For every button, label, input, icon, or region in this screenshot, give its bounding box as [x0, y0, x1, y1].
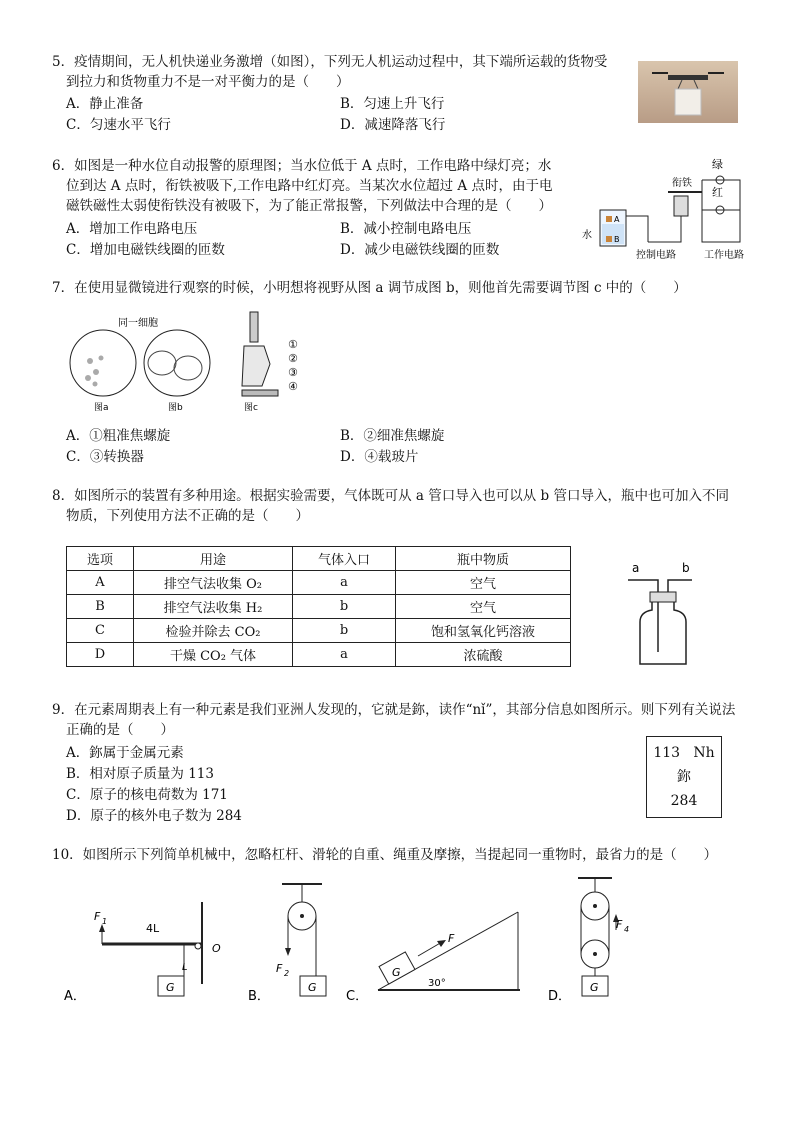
electromagnet	[674, 196, 688, 216]
length-l-label: L	[182, 962, 188, 973]
point-b	[606, 236, 612, 242]
q10-stem-line1: 10．如图所示下列简单机械中，忽略杠杆、滑轮的自重、绳重及摩擦，当提起同一重物时，最省力的是（ ）	[52, 847, 718, 863]
cell-use: 排空气法收集 O₂	[134, 571, 293, 595]
simple-machines-figure	[60, 872, 750, 1012]
q8-stem-line2: 物质，下列使用方法不正确的是（ ）	[66, 508, 309, 524]
weight-c-label: G	[392, 966, 401, 979]
label-d: D．	[548, 989, 572, 1004]
view-b	[144, 330, 210, 396]
q9-stem-line1: 9．在元素周期表上有一种元素是我们亚洲人发现的，它就是鉨，读作“nǐ”，其部分信息如图所示。则下列有关说法	[52, 702, 736, 718]
table-row	[67, 619, 571, 643]
machine-b-fixed-pulley	[248, 884, 326, 1004]
q5-stem-line2: 到拉力和货物重力不是一对平衡力的是（ ）	[66, 74, 350, 90]
angle-label: 30°	[428, 978, 446, 989]
q8-stem-line1: 8．如图所示的装置有多种用途。根据实验需要，气体既可从 a 管口导入也可以从 b 管口导入，瓶中也可加入不同	[52, 488, 729, 504]
length-4l-label: 4L	[146, 922, 160, 935]
q9-stem-line2: 正确的是（ ）	[66, 722, 174, 738]
cell-inlet: a	[293, 643, 396, 667]
cell-substance: 空气	[396, 571, 571, 595]
cell-use: 检验并除去 CO₂	[134, 619, 293, 643]
q6-stem-line2: 位到达 A 点时，衔铁被吸下,工作电路中红灯亮。当某次水位超过 A 点时，由于电	[66, 178, 553, 194]
question-8	[52, 486, 752, 526]
water-alarm-circuit-diagram	[578, 154, 750, 262]
q7-option-d: D．④载玻片	[340, 449, 419, 465]
stage	[242, 390, 278, 396]
force-f-label: F	[448, 932, 455, 945]
table-row	[67, 595, 571, 619]
question-9	[52, 700, 752, 740]
force-f1-sub: 1	[102, 917, 108, 926]
element-name: 鉨	[677, 769, 691, 785]
machine-c-incline	[346, 912, 520, 1004]
q8-table	[66, 546, 571, 667]
question-10	[52, 845, 752, 865]
header-use: 用途	[134, 547, 293, 571]
force-f4-label: F	[616, 918, 623, 931]
point-a	[606, 216, 612, 222]
q6-stem-line1: 6．如图是一种水位自动报警的原理图；当水位低于 A 点时，工作电路中绿灯亮；水	[52, 158, 552, 174]
cell-substance: 饱和氢氧化钙溶液	[396, 619, 571, 643]
mark-2: ②	[288, 352, 298, 365]
caption-c: 图c	[244, 403, 258, 413]
q6-option-d: D．减少电磁铁线圈的匝数	[340, 242, 500, 258]
machine-a-lever	[64, 902, 221, 1004]
machine-d-pulley-block	[548, 878, 629, 1004]
microscope-figure	[66, 306, 316, 416]
q7-option-a: A．①粗准焦螺旋	[66, 428, 171, 444]
atomic-mass: 284	[670, 793, 698, 809]
element-header	[647, 741, 721, 765]
label-b: B．	[248, 989, 270, 1004]
view-a	[70, 330, 136, 396]
cell-option: D	[67, 643, 134, 667]
caption-b: 图b	[168, 403, 183, 413]
header-inlet: 气体入口	[293, 547, 396, 571]
cell-use: 排空气法收集 H₂	[134, 595, 293, 619]
gas-bottle-diagram	[620, 560, 710, 668]
q9-option-a: A．鉨属于金属元素	[66, 745, 184, 761]
table-row	[67, 571, 571, 595]
q6-option-a: A．增加工作电路电压	[66, 221, 198, 237]
q7-option-b: B．②细准焦螺旋	[340, 428, 445, 444]
q9-option-b: B．相对原子质量为 113	[66, 766, 214, 782]
q5-option-d: D．减速降落飞行	[340, 117, 446, 133]
force-f2-sub: 2	[284, 969, 290, 978]
cell-option: C	[67, 619, 134, 643]
q8-table-header	[67, 547, 571, 571]
work-circuit-label: 工作电路	[704, 250, 744, 261]
mark-3: ③	[288, 366, 298, 379]
label-a: A．	[64, 989, 86, 1004]
cell-inlet: b	[293, 595, 396, 619]
eyepiece	[250, 312, 258, 342]
point-a-label: A	[614, 215, 620, 224]
weight-d-label: G	[590, 981, 599, 994]
q7-option-c: C．③转换器	[66, 449, 144, 465]
header-substance: 瓶中物质	[396, 547, 571, 571]
element-symbol: Nh	[693, 745, 715, 761]
bottle-stopper	[650, 592, 676, 602]
inlet-b-label: b	[682, 561, 690, 575]
q6-stem-line3: 磁铁磁性太弱使衔铁没有被吸下，为了能正常报警，下列做法中合理的是（ ）	[66, 198, 552, 214]
force-f1-label: F	[94, 910, 101, 923]
cell-use: 干燥 CO₂ 气体	[134, 643, 293, 667]
force-f2-label: F	[276, 962, 283, 975]
weight-b-label: G	[308, 981, 317, 994]
cell-substance: 浓硫酸	[396, 643, 571, 667]
table-row	[67, 643, 571, 667]
q5-stem-line1: 5．疫情期间，无人机快递业务激增（如图），下列无人机运动过程中，其下端所运载的货物受	[52, 54, 608, 70]
bottle	[640, 602, 686, 664]
cell-inlet: a	[293, 571, 396, 595]
q7-stem-line1: 7．在使用显微镜进行观察的时候，小明想将视野从图 a 调节成图 b，则他首先需要调节图 c 中的（ ）	[52, 280, 687, 296]
mark-1: ①	[288, 338, 298, 351]
question-7	[52, 278, 752, 298]
cell-option: A	[67, 571, 134, 595]
inlet-a-label: a	[632, 561, 640, 575]
q5-option-c: C．匀速水平飞行	[66, 117, 171, 133]
same-cell-label: 同一细胞	[118, 318, 158, 329]
atomic-number: 113	[653, 745, 681, 761]
green-lamp-label: 绿	[712, 158, 723, 171]
header-option: 选项	[67, 547, 134, 571]
drone-photo	[638, 61, 738, 123]
pivot-o-label: O	[212, 942, 221, 955]
q9-option-d: D．原子的核外电子数为 284	[66, 808, 242, 824]
weight-a-label: G	[166, 981, 175, 994]
cell-inlet: b	[293, 619, 396, 643]
q6-option-b: B．减小控制电路电压	[340, 221, 472, 237]
water-label: 水	[582, 230, 592, 241]
q6-option-c: C．增加电磁铁线圈的匝数	[66, 242, 225, 258]
caption-a: 图a	[94, 403, 109, 413]
control-circuit-label: 控制电路	[636, 250, 676, 261]
label-c: C．	[346, 989, 369, 1004]
q5-option-b: B．匀速上升飞行	[340, 96, 445, 112]
point-b-label: B	[614, 235, 620, 244]
q9-option-c: C．原子的核电荷数为 171	[66, 787, 228, 803]
mark-4: ④	[288, 380, 298, 393]
red-lamp-label: 红	[712, 186, 723, 199]
q5-option-a: A．静止准备	[66, 96, 144, 112]
element-card	[646, 736, 722, 818]
force-f4-sub: 4	[624, 925, 630, 934]
armature-label: 衔铁	[672, 178, 692, 189]
cell-option: B	[67, 595, 134, 619]
cell-substance: 空气	[396, 595, 571, 619]
